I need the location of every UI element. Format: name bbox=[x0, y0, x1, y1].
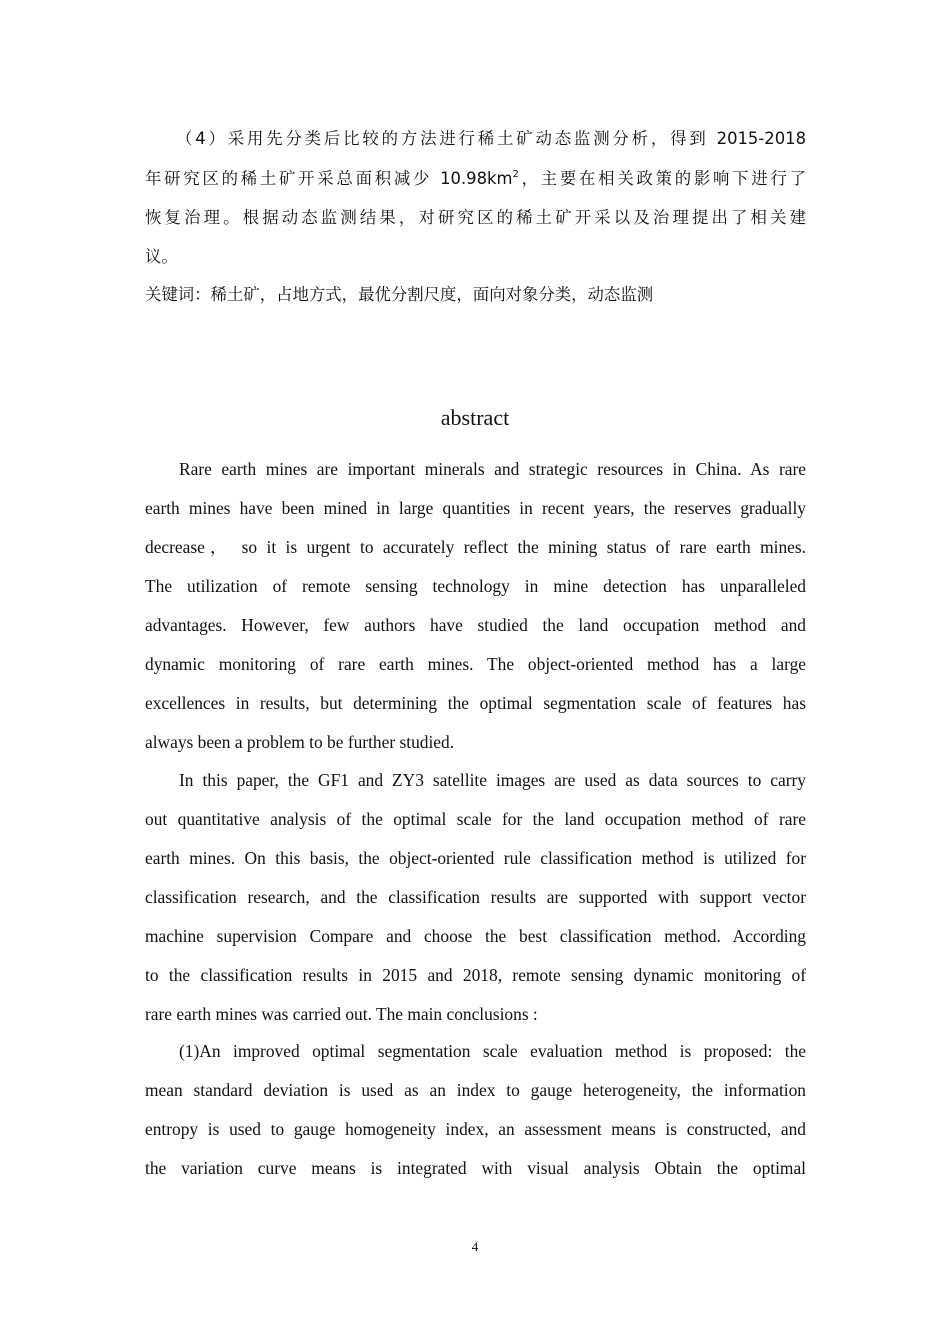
conclusion-4-line-3: 恢复治理。根据动态监测结果，对研究区的稀土矿开采以及治理提出了相关建 bbox=[145, 208, 806, 227]
abstract-p2-line: to the classification results in 2015 and 2018, remote sensing dynamic monitoring of bbox=[145, 965, 806, 985]
abstract-p3-line: (1)An improved optimal segmentation scale evaluation method is proposed: the bbox=[179, 1041, 806, 1061]
abstract-p2-line: machine supervision Compare and choose the best classification method. According bbox=[145, 926, 806, 946]
conclusion-4-line-4: 议。 bbox=[145, 247, 178, 266]
abstract-p1-line: advantages. However, few authors have studied the land occupation method and bbox=[145, 615, 806, 635]
abstract-p1-line: earth mines have been mined in large quantities in recent years, the reserves gradually bbox=[145, 498, 806, 518]
keywords: 关键词：稀土矿，占地方式，最优分割尺度，面向对象分类，动态监测 bbox=[145, 285, 654, 304]
abstract-p1-line: The utilization of remote sensing technology in mine detection has unparalleled bbox=[145, 576, 806, 596]
abstract-p1-line: Rare earth mines are important minerals and strategic resources in China. As rare bbox=[179, 459, 806, 479]
abstract-p3-line: entropy is used to gauge homogeneity index, an assessment means is constructed, and bbox=[145, 1119, 806, 1139]
abstract-p2-line: out quantitative analysis of the optimal scale for the land occupation method of rare bbox=[145, 809, 806, 829]
abstract-p1-line: excellences in results, but determining the optimal segmentation scale of features has bbox=[145, 693, 806, 713]
superscript-2: 2 bbox=[512, 169, 519, 180]
abstract-p3-line: the variation curve means is integrated with visual analysis Obtain the optimal bbox=[145, 1158, 806, 1178]
conclusion-4-line-1: （4）采用先分类后比较的方法进行稀土矿动态监测分析，得到 2015-2018 bbox=[176, 129, 806, 148]
abstract-p1-line: dynamic monitoring of rare earth mines. The object-oriented method has a large bbox=[145, 654, 806, 674]
abstract-p1-line: always been a problem to be further studied. bbox=[145, 732, 455, 752]
conclusion-4-text-a: 年研究区的稀土矿开采总面积减少 10.98km bbox=[145, 169, 513, 188]
abstract-heading: abstract bbox=[440, 405, 510, 430]
abstract-p2-line: In this paper, the GF1 and ZY3 satellite images are used as data sources to carry bbox=[179, 770, 806, 790]
page-number: 4 bbox=[471, 1239, 479, 1254]
abstract-p2-line: earth mines. On this basis, the object-oriented rule classification method is utilized for bbox=[145, 848, 806, 868]
conclusion-4-text-b: ，主要在相关政策的影响下进行了 bbox=[518, 169, 806, 188]
conclusion-4-line-2 bbox=[145, 159, 806, 198]
abstract-p2-line: rare earth mines was carried out. The main conclusions : bbox=[145, 1004, 538, 1024]
abstract-p1-line: decrease， so it is urgent to accurately reflect the mining status of rare earth mines. bbox=[145, 537, 806, 557]
abstract-p3-line: mean standard deviation is used as an index to gauge heterogeneity, the information bbox=[145, 1080, 806, 1100]
abstract-p2-line: classification research, and the classification results are supported with support vector bbox=[145, 887, 806, 907]
